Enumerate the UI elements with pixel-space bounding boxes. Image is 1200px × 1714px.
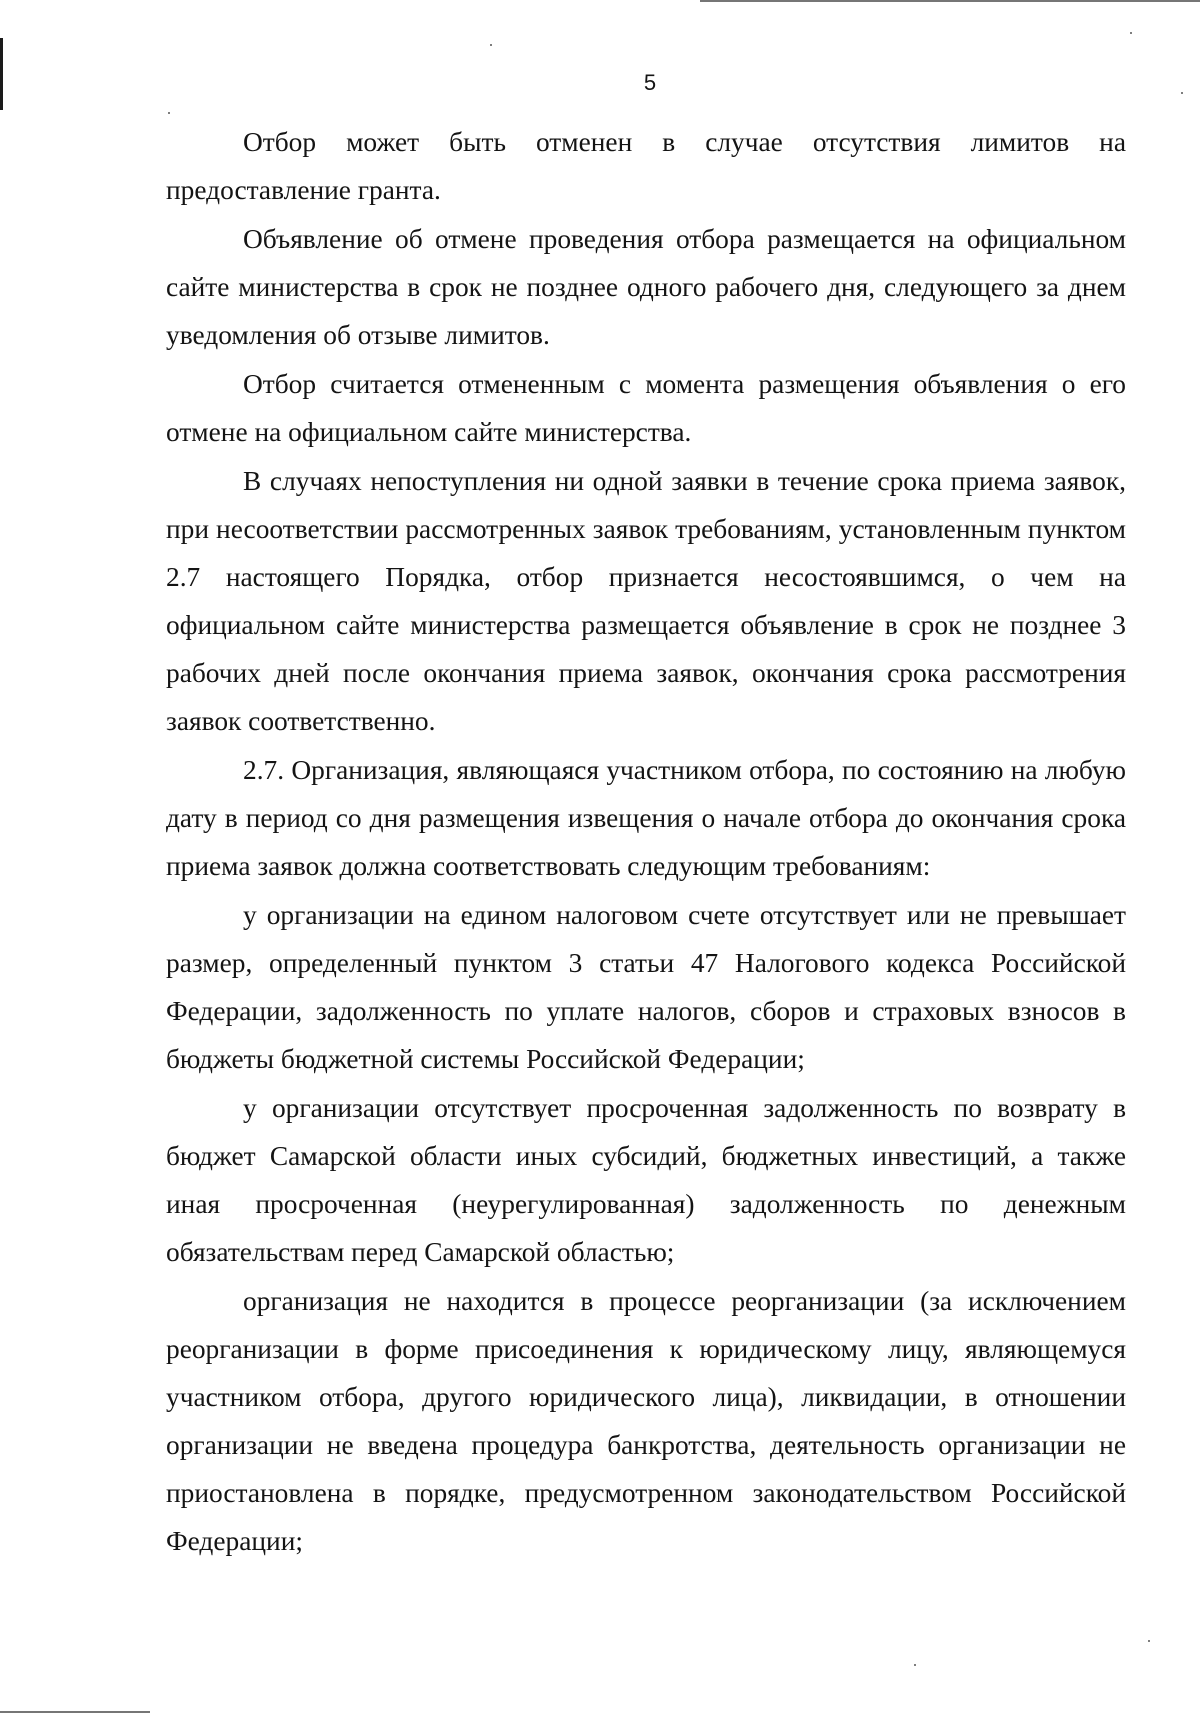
paragraph-section-2-7: 2.7. Организация, являющаяся участником отбора, по состоянию на любую дату в период со дня размещения извещения о начале отбора до окончания срока приема заявок должна соответствовать следующим требованиям: <box>166 755 1126 881</box>
scan-edge-mark-top <box>700 0 1200 2</box>
paragraph: В случаях непоступления ни одной заявки в течение срока приема заявок, при несоответствии рассмотренных заявок требованиям, установленным пунктом 2.7 настоящего Порядка, отбор признается несостоявшимся, о чем на официальном сайте министерства размещается объявление в срок не позднее 3 рабочих дней после окончания приема заявок, окончания срока рассмотрения заявок соответственно. <box>166 466 1126 736</box>
paragraph: у организации отсутствует просроченная задолженность по возврату в бюджет Самарской области иных субсидий, бюджетных инвестиций, а также иная просроченная (неурегулированная) задолженность по денежным обязательствам перед Самарской областью; <box>166 1093 1126 1267</box>
paragraph: у организации на едином налоговом счете отсутствует или не превышает размер, определенный пунктом 3 статьи 47 Налогового кодекса Российской Федерации, задолженность по уплате налогов, сборов и страховых взносов в бюджеты бюджетной системы Российской Федерации; <box>166 900 1126 1074</box>
scan-speck <box>1130 32 1132 34</box>
paragraph: организация не находится в процессе реорганизации (за исключением реорганизации в форме присоединения к юридическому лицу, являющемуся участником отбора, другого юридического лица), ликвидации, в отношении организации не введена процедура банкротства, деятельность организации не приостановлена в порядке, предусмотренном законодательством Российской Федерации; <box>166 1286 1126 1556</box>
paragraph: Отбор может быть отменен в случае отсутствия лимитов на предоставление гранта. <box>166 127 1126 205</box>
paragraph: Объявление об отмене проведения отбора размещается на официальном сайте министерства в срок не позднее одного рабочего дня, следующего за днем уведомления об отзыве лимитов. <box>166 224 1126 350</box>
scan-speck <box>914 1664 916 1666</box>
scan-speck <box>168 112 170 114</box>
scan-edge-mark-bottom <box>0 1711 150 1713</box>
document-body <box>166 118 1126 1566</box>
page-number: 5 <box>643 70 657 95</box>
scan-speck <box>1148 1640 1150 1642</box>
scan-speck <box>490 44 492 46</box>
paragraph: Отбор считается отмененным с момента размещения объявления о его отмене на официальном сайте министерства. <box>166 369 1126 447</box>
